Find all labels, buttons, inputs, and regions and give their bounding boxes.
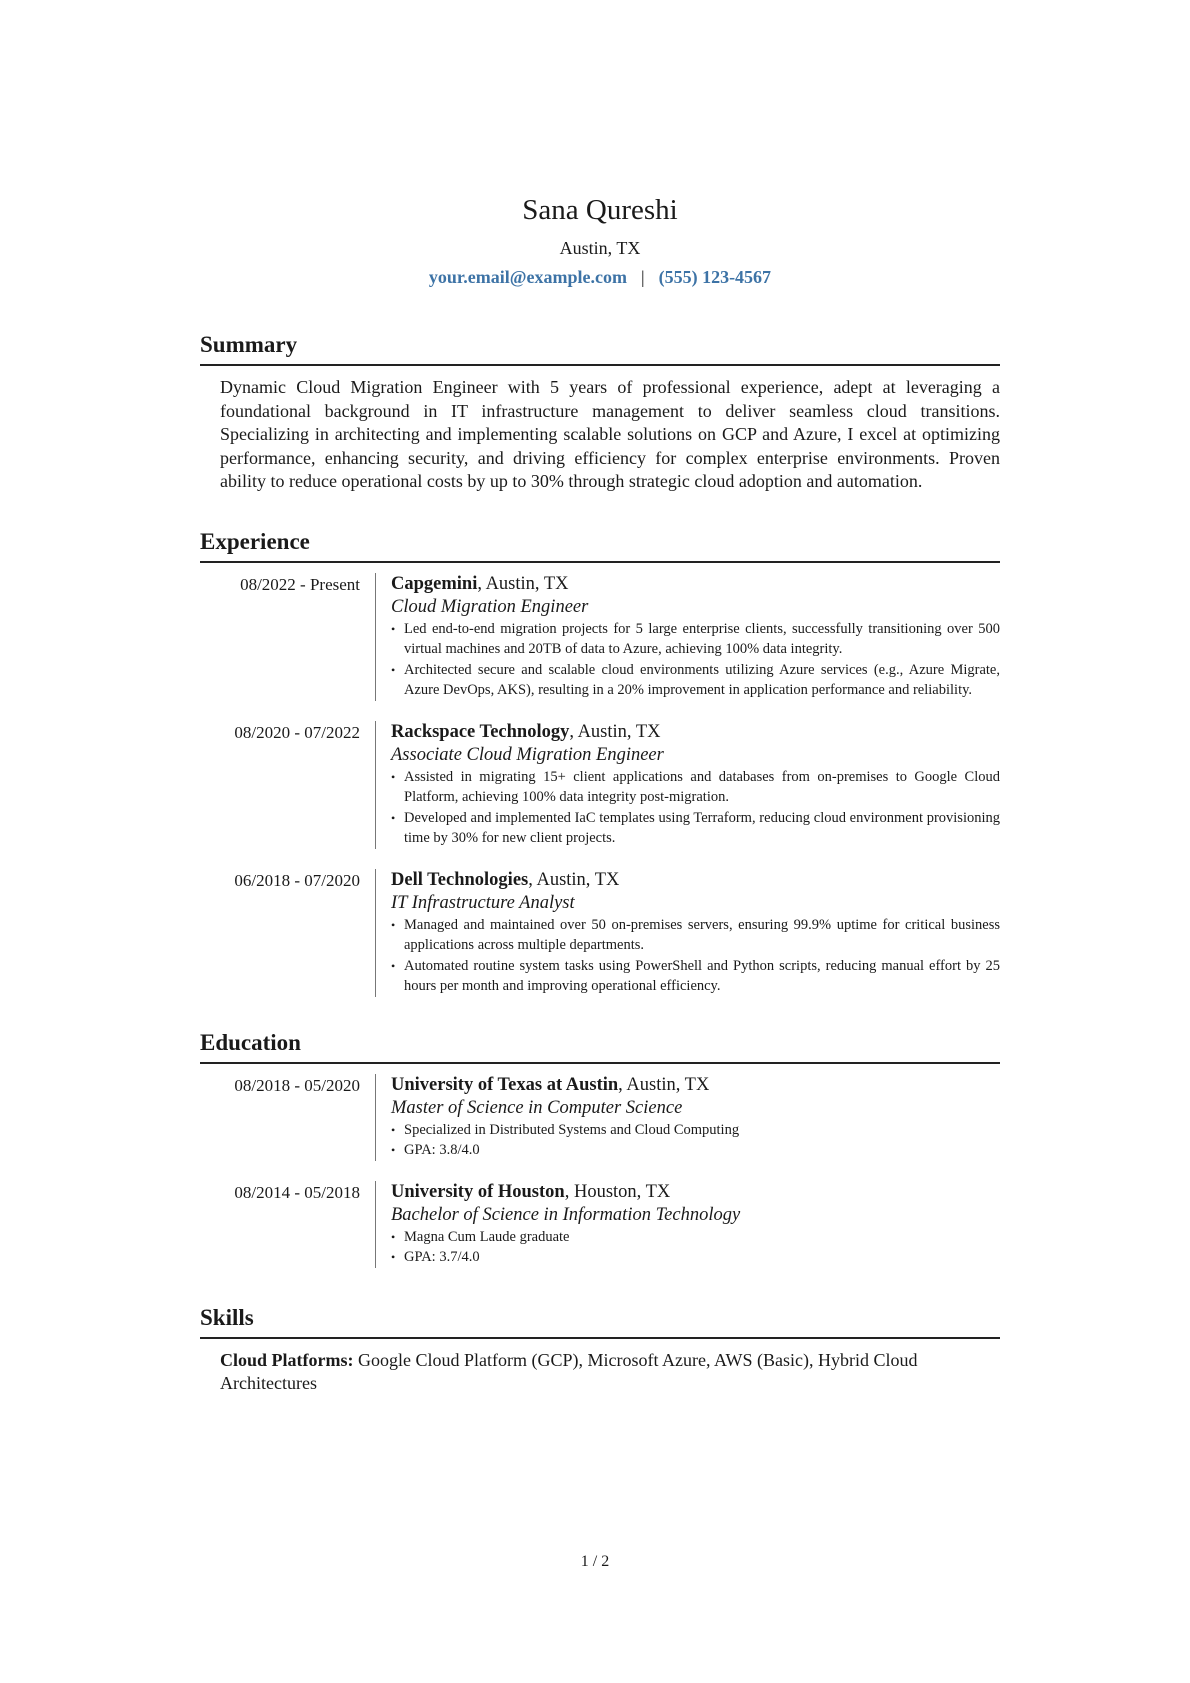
entry-date: 08/2018 - 05/2020: [234, 1075, 360, 1095]
phone-link[interactable]: (555) 123-4567: [658, 267, 772, 287]
experience-section: [200, 526, 1000, 997]
entry-heading: [391, 721, 1000, 744]
bullet-item: • Developed and implemented IaC templates using Terraform, reducing cloud environment provisioning time by 30% for new client projects.: [391, 808, 1000, 849]
bullet-item: • GPA: 3.7/4.0: [391, 1247, 1000, 1268]
entry-bullets: [391, 1120, 1000, 1161]
skills-label: Cloud Platforms:: [220, 1349, 354, 1370]
entry-body: [375, 1181, 1000, 1268]
entry-date: 06/2018 - 07/2020: [234, 870, 360, 890]
entry-organization: University of Texas at Austin: [391, 1074, 619, 1095]
bullet-item: • Specialized in Distributed Systems and Cloud Computing: [391, 1120, 1000, 1141]
summary-text: Dynamic Cloud Migration Engineer with 5 years of professional experience, adept at leveraging a foundational background in IT infrastructure management to deliver seamless cloud transitions. Specializing in architecting and implementing scalable solutions on GCP and Azure, I excel at optimizing performance, enhancing security, and driving efficiency for complex enterprise environments. Proven ability to reduce operational costs by up to 30% through strategic cloud adoption and automation.: [220, 377, 1000, 491]
entry-body: [375, 573, 1000, 701]
bullet-item: • Led end-to-end migration projects for 5 large enterprise clients, successfully transitioning over 500 virtual machines and 20TB of data to Azure, achieving 100% data integrity.: [391, 619, 1000, 660]
entry-location: , Austin, TX: [477, 573, 569, 594]
entry-bullets: [391, 767, 1000, 849]
entry-bullets: [391, 1227, 1000, 1268]
entry-date: 08/2022 - Present: [240, 574, 360, 594]
bullet-item: • Assisted in migrating 15+ client applications and databases from on-premises to Google Cloud Platform, achieving 100% data integrity post-migration.: [391, 767, 1000, 808]
skills-list: Google Cloud Platform (GCP), Microsoft Azure, AWS (Basic), Hybrid Cloud Architectures: [220, 1349, 918, 1393]
entry-bullets: [391, 915, 1000, 997]
contact-line: [200, 262, 1000, 292]
entry-location: , Austin, TX: [618, 1074, 710, 1095]
candidate-name: Sana Qureshi: [522, 194, 678, 226]
candidate-location: Austin, TX: [559, 238, 641, 258]
entry-heading: [391, 1181, 1000, 1204]
summary-section: [200, 329, 1000, 494]
section-title-skills: Skills: [200, 1304, 254, 1330]
entry-heading: [391, 1074, 1000, 1097]
skills-line: [200, 1349, 1000, 1396]
section-divider: [200, 561, 1000, 563]
section-title-summary: Summary: [200, 332, 298, 357]
entry-date: 08/2014 - 05/2018: [234, 1182, 360, 1202]
entry-location: , Austin, TX: [569, 721, 661, 742]
entry-heading: [391, 869, 1000, 892]
entry-role: Associate Cloud Migration Engineer: [391, 744, 664, 765]
entry-role: Master of Science in Computer Science: [391, 1097, 683, 1118]
section-divider: [200, 364, 1000, 366]
experience-entry: [200, 721, 1000, 849]
bullet-item: • Architected secure and scalable cloud environments utilizing Azure services (e.g., Azure Migrate, Azure DevOps, AKS), resulting in a 20% improvement in application performance and reliability.: [391, 660, 1000, 701]
experience-entry: [200, 573, 1000, 701]
entry-location: , Houston, TX: [564, 1181, 671, 1202]
entry-role: Bachelor of Science in Information Technology: [391, 1204, 741, 1225]
education-entry: [200, 1181, 1000, 1268]
entry-organization: Capgemini: [391, 573, 478, 594]
bullet-item: • Magna Cum Laude graduate: [391, 1227, 1000, 1248]
entry-body: [375, 869, 1000, 997]
bullet-item: • Managed and maintained over 50 on-premises servers, ensuring 99.9% uptime for critical business applications across multiple departments.: [391, 915, 1000, 956]
entry-bullets: [391, 619, 1000, 701]
section-divider: [200, 1062, 1000, 1064]
entry-heading: [391, 573, 1000, 596]
contact-separator: |: [640, 267, 645, 287]
section-divider: [200, 1337, 1000, 1339]
entry-body: [375, 721, 1000, 849]
entry-date: 08/2020 - 07/2022: [234, 722, 360, 742]
email-link[interactable]: your.email@example.com: [428, 267, 627, 287]
entry-organization: Dell Technologies: [391, 869, 529, 890]
section-title-education: Education: [200, 1029, 301, 1055]
section-title-experience: Experience: [200, 528, 310, 554]
resume-page: [200, 188, 1000, 1396]
entry-organization: Rackspace Technology: [391, 721, 570, 742]
entry-body: [375, 1074, 1000, 1161]
entry-role: IT Infrastructure Analyst: [391, 892, 575, 913]
experience-entry: [200, 869, 1000, 997]
entry-location: , Austin, TX: [528, 869, 620, 890]
page-number: 1 / 2: [580, 1553, 610, 1570]
entry-role: Cloud Migration Engineer: [391, 596, 589, 617]
bullet-item: • Automated routine system tasks using PowerShell and Python scripts, reducing manual effort by 25 hours per month and improving operational efficiency.: [391, 956, 1000, 997]
entry-organization: University of Houston: [391, 1181, 565, 1202]
education-entry: [200, 1074, 1000, 1161]
education-section: [200, 1027, 1000, 1268]
bullet-item: • GPA: 3.8/4.0: [391, 1140, 1000, 1161]
skills-section: [200, 1302, 1000, 1396]
